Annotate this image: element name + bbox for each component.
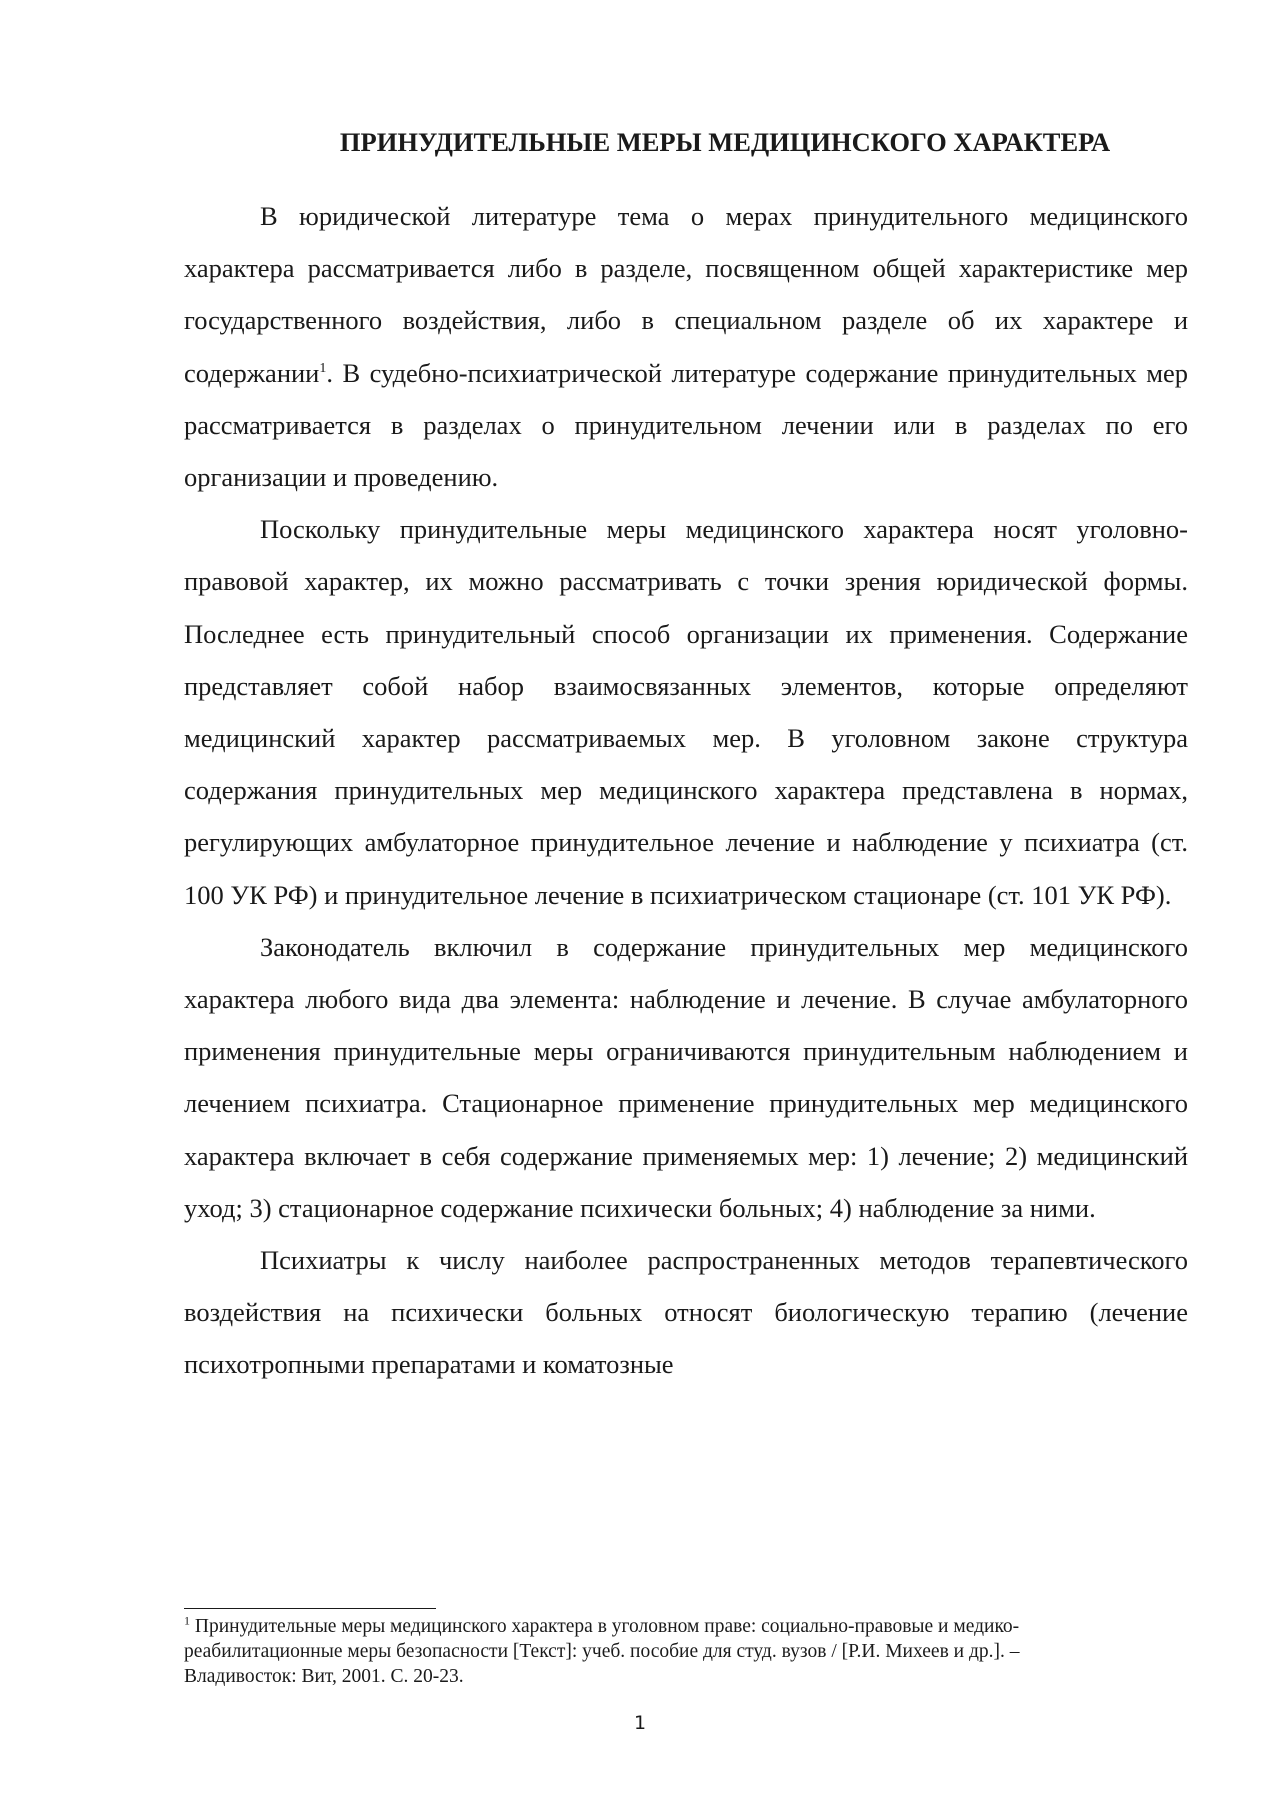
paragraph-2: Поскольку принудительные меры медицинского характера носят уголовно-правовой характер, их можно рассматривать с точки зрения юридической формы. Последнее есть принудительный способ организации их применения. Содержание представляет собой набор взаимосвязанных элементов, которые определяют медицинский характер рассматриваемых мер. В уголовном законе структура содержания принудительных мер медицинского характера представлена в нормах, регулирующих амбулаторное принудительное лечение и наблюдение у психиатра (ст. 100 УК РФ) и принудительное лечение в психиатрическом стационаре (ст. 101 УК РФ). — [184, 514, 1188, 910]
paragraph-1-text-before-ref: В юридической литературе тема о мерах принудительного медицинского характера рассматривается либо в разделе, посвященном общей характеристике мер государственного воздействия, либо в специальном разделе об их характере и содержании — [184, 201, 1188, 388]
footnote-reference[interactable]: 1 — [319, 360, 327, 376]
paragraph-4: Психиатры к числу наиболее распространенных методов терапевтического воздействия на психически больных относят биологическую терапию (лечение психотропными препаратами и коматозные — [184, 1245, 1188, 1380]
paragraph-1-text-after-ref: . В судебно-психиатрической литературе содержание принудительных мер рассматривается в разделах о принудительном лечении или в разделах по его организации и проведению. — [184, 357, 1188, 493]
paragraph-3: Законодатель включил в содержание принудительных мер медицинского характера любого вида два элемента: наблюдение и лечение. В случае амбулаторного применения принудительные меры ограничиваются принудительным наблюдением и лечением психиатра. Стационарное применение принудительных мер медицинского характера включает в себя содержание применяемых мер: 1) лечение; 2) медицинский уход; 3) стационарное содержание психически больных; 4) наблюдение за ними. — [184, 931, 1188, 1223]
footnote-text: Принудительные меры медицинского характера в уголовном праве: социально-правовые и медико-реабилитационные меры безопасности [Текст]: учеб. пособие для студ. вузов / [Р.И. Михеев и др.]. – Владивосток: Вит, 2001. С. 20-23. — [184, 1616, 1020, 1687]
footnote — [184, 1614, 1124, 1689]
footnote-separator — [184, 1608, 436, 1609]
paragraph-1 — [184, 190, 1188, 503]
page-number: 1 — [633, 1712, 647, 1734]
document-title: ПРИНУДИТЕЛЬНЫЕ МЕРЫ МЕДИЦИНСКОГО ХАРАКТЕРА — [339, 127, 1111, 157]
document-body — [184, 190, 1188, 1391]
footnote-marker: 1 — [184, 1613, 190, 1628]
